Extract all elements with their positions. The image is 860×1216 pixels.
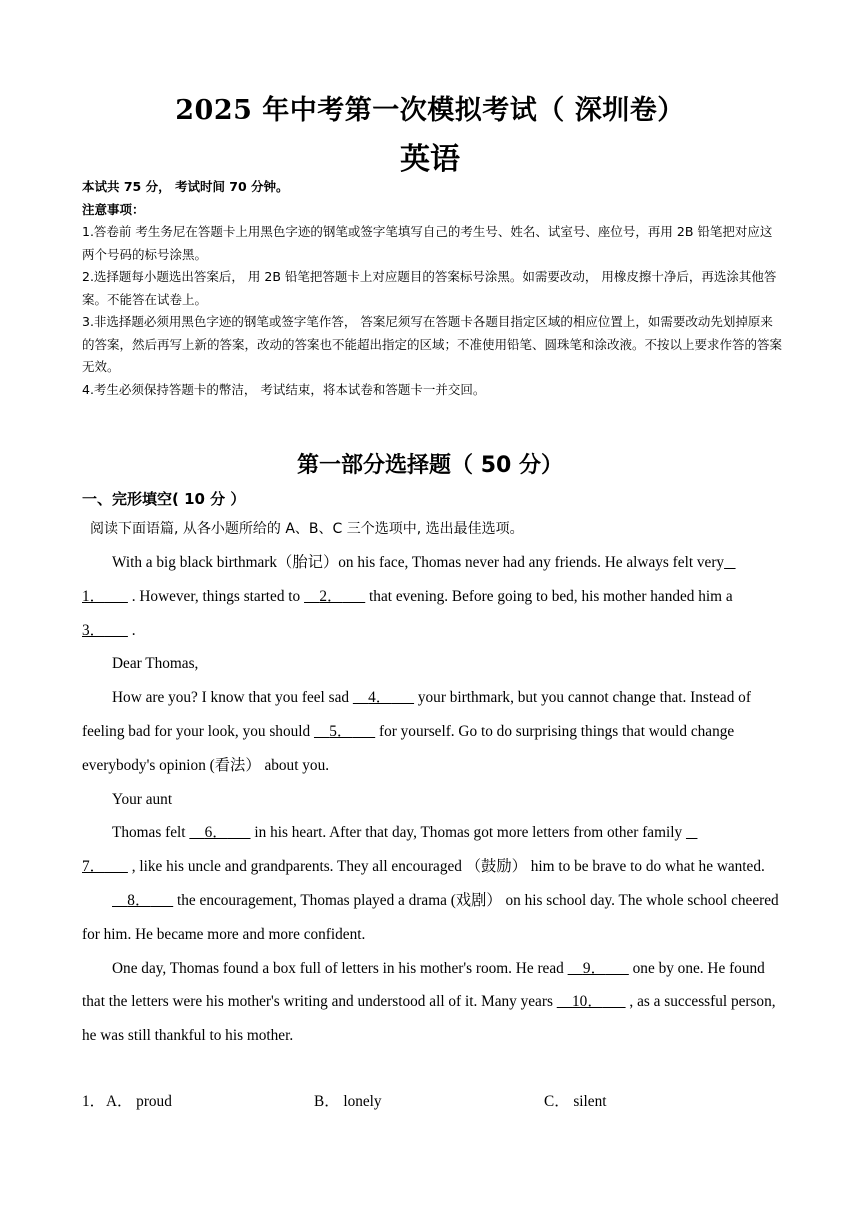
notes-item: 1.答卷前 考生务尼在答题卡上用黑色字迹的钢笔或签字笔填写自己的考生号、姓名、试室号、座位号，再用 2B 铅笔把对应这两个号码的标号涂黑。 [82, 224, 773, 262]
exam-title: 2025 年中考第一次模拟考试（ 深圳卷） [175, 95, 685, 126]
blank-3: 3． [82, 621, 105, 639]
exam-notes [82, 176, 782, 401]
passage-paragraph: Your aunt [112, 790, 173, 808]
blank-1: 1． [82, 587, 105, 605]
option-b: B． lonely [314, 1093, 382, 1110]
option-c: C． silent [544, 1093, 607, 1110]
passage-paragraph: Thomas felt 6． in his heart. After that day, Thomas got more letters from other family 7． , like his uncle and grandparents. They all encouraged （鼓励） him to be brave to do what he wanted. [82, 824, 765, 876]
notes-summary: 本试共 75 分， 考试时间 70 分钟。 [82, 179, 289, 194]
section-instruction: 阅读下面语篇, 从各小题所给的 A、B、C 三个选项中, 选出最佳选项。 [90, 521, 524, 537]
blank-5: 5． [329, 722, 353, 740]
passage-paragraph: Dear Thomas, [112, 655, 199, 673]
notes-item: 2.选择题每小题选出答案后， 用 2B 铅笔把答题卡上对应题目的答案标号涂黑。如需要改动， 用橡皮擦十净后，再选涂其他答案。不能答在试卷上。 [82, 269, 777, 307]
passage-paragraph: With a big black birthmark（胎记）on his face, Thomas never had any friends. He always felt very 1． . However, things started to 2． that evening. Before going to bed, his mother handed him a 3． . [82, 554, 733, 639]
cloze-passage [82, 546, 782, 1053]
exam-subject: 英语 [400, 142, 460, 177]
notes-heading: 注意事项： [82, 201, 145, 217]
blank-2: 2． [319, 587, 343, 605]
option-a: A． proud [106, 1093, 172, 1110]
section-heading: 一、完形填空( 10 分 ） [82, 490, 246, 508]
notes-item: 4.考生必须保持答题卡的幣洁， 考试结束，将本试卷和答题卡一并交回。 [82, 381, 486, 397]
blank-10: 10． [572, 993, 603, 1011]
passage-paragraph: How are you? I know that you feel sad 4． your birthmark, but you cannot change that. Instead of feeling bad for your look, you should 5． for yourself. Go to do surprising things that would change everybody's opinion (看法） about you. [82, 689, 751, 774]
question-number: 1． [82, 1093, 105, 1110]
blank-4: 4． [368, 689, 392, 707]
blank-7: 7． [82, 858, 105, 876]
passage-paragraph: One day, Thomas found a box full of letters in his mother's room. He read 9． one by one. He found that the letters were his mother's writing and understood all of it. Many years 10． , as a successful person, he was still thankful to his mother. [82, 959, 776, 1045]
blank-9: 9． [582, 959, 606, 977]
passage-paragraph: 8． the encouragement, Thomas played a drama (戏剧） on his school day. The whole school cheered for him. He became more and more confident. [82, 891, 779, 943]
part-heading: 第一部分选择题（ 50 分） [297, 453, 563, 478]
blank-6: 6． [204, 824, 228, 842]
blank-8: 8． [127, 891, 151, 909]
notes-item: 3.非选择题必须用黑色字迹的钢笔或签字笔作答， 答案尼须写在答题卡各题目指定区域的相应位置上，如需要改动先划掉原来的答案，然后再写上新的答案，改动的答案也不能超出指定的区域；不准使用铅笔、圆珠笔和涂改液。不按以上要求作答的答案无效。 [82, 314, 783, 374]
